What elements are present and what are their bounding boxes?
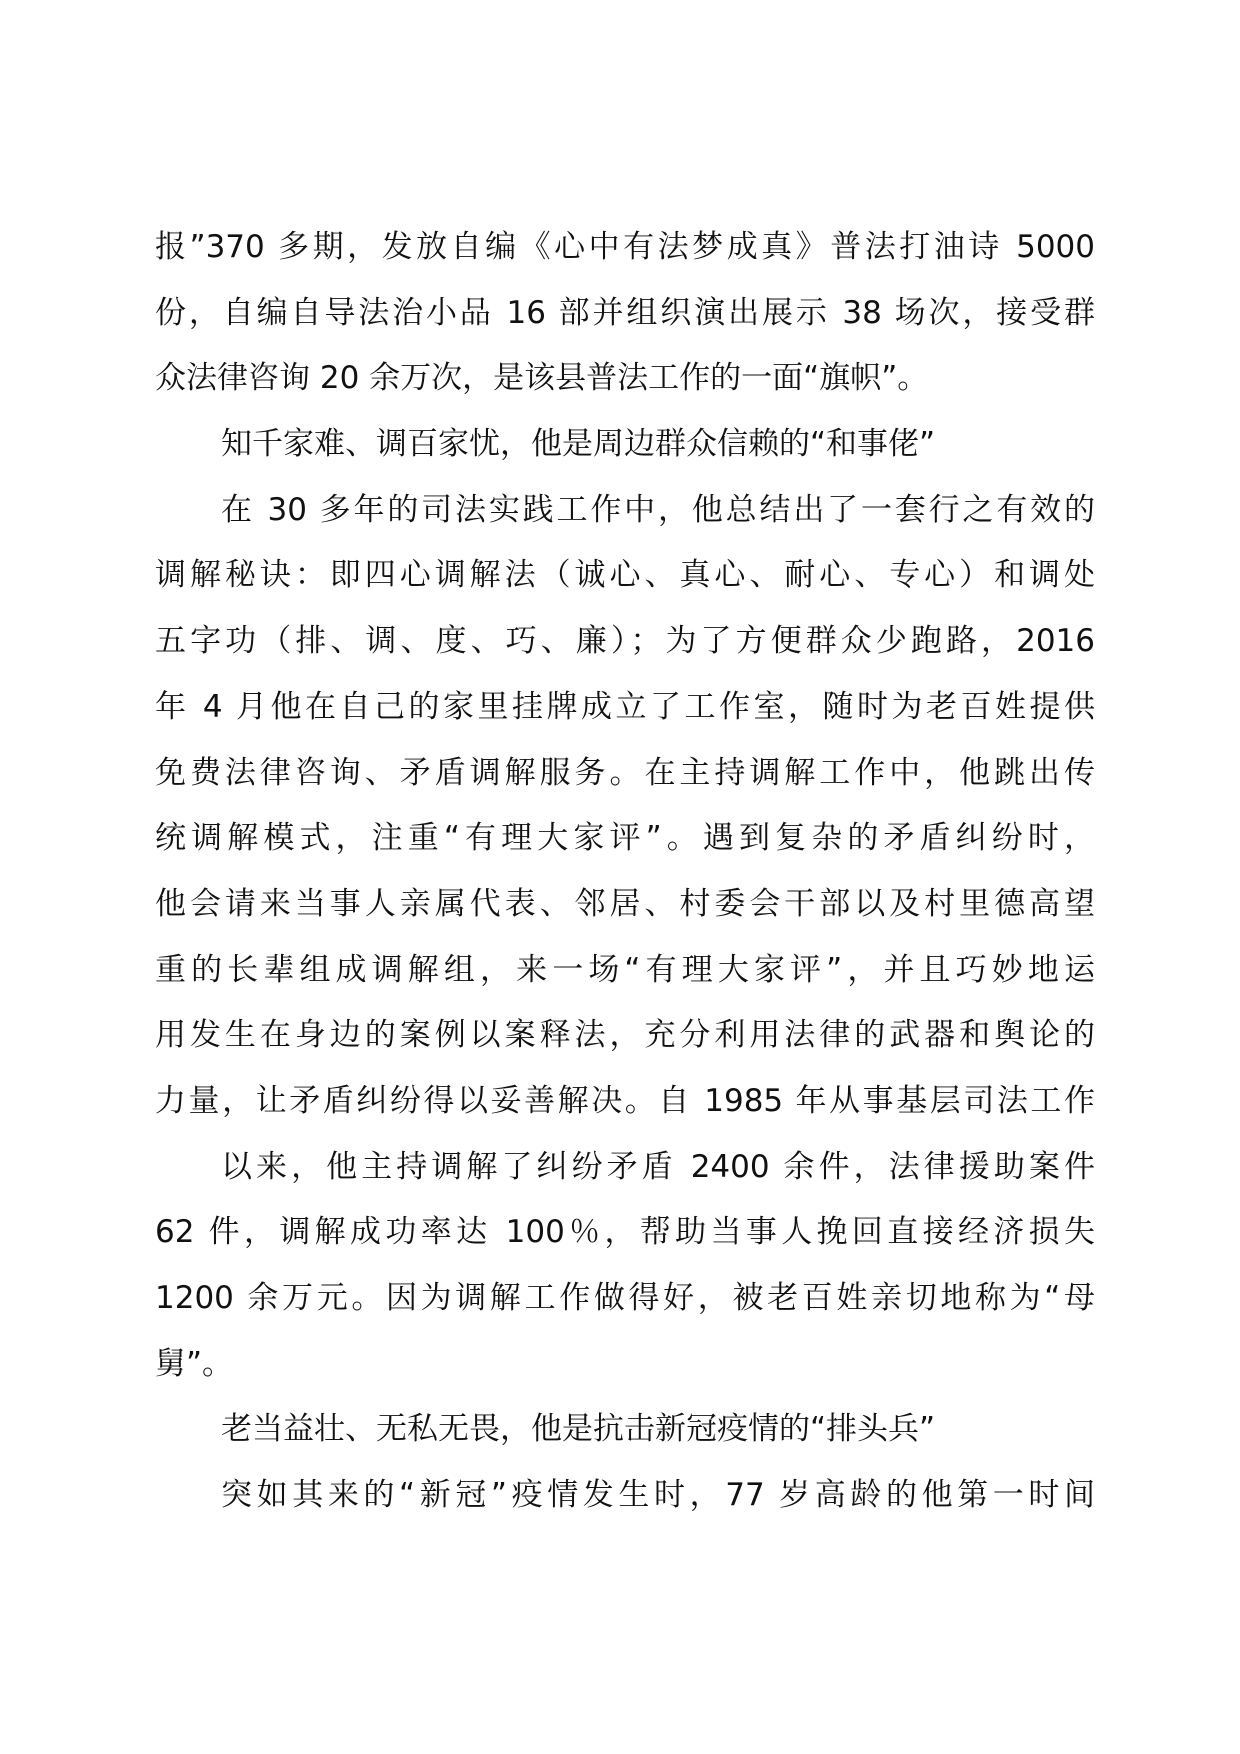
text-line: 在 30 多年的司法实践工作中，他总结出了一套行之有效的 (221, 491, 1095, 528)
text-line: 份，自编自导法治小品 16 部并组织演出展示 38 场次，接受群 (155, 294, 1095, 331)
text-line: 力量，让矛盾纠纷得以妥善解决。自 1985 年从事基层司法工作 (155, 1082, 1095, 1119)
text-line: 报”370 多期，发放自编《心中有法梦成真》普法打油诗 5000 (155, 229, 1095, 265)
text-line: 年 4 月他在自己的家里挂牌成立了工作室，随时为老百姓提供 (155, 688, 1095, 725)
text-line: 众法律咨询 20 余万次，是该县普法工作的一面“旗帜”。 (155, 360, 929, 397)
text-line: 1200 余万元。因为调解工作做得好，被老百姓亲切地称为“母 (155, 1280, 1095, 1316)
text-line: 免费法律咨询、矛盾调解服务。在主持调解工作中，他跳出传 (155, 754, 1095, 791)
text-line: 突如其来的“新冠”疫情发生时，77 岁高龄的他第一时间 (221, 1477, 1095, 1514)
text-line: 五字功（排、调、度、巧、廉）；为了方便群众少跑路，2016 (155, 623, 1095, 660)
text-line: 用发生在身边的案例以案释法，充分利用法律的武器和舆论的 (155, 1017, 1095, 1054)
section-heading: 老当益壮、无私无畏，他是抗击新冠疫情的“排头兵” (221, 1411, 936, 1448)
text-line: 62 件，调解成功率达 100％，帮助当事人挽回直接经济损失 (155, 1214, 1095, 1251)
body-text (155, 215, 1095, 1529)
text-line: 以来，他主持调解了纠纷矛盾 2400 余件，法律援助案件 (221, 1148, 1095, 1185)
text-line: 统调解模式，注重“有理大家评”。遇到复杂的矛盾纠纷时， (155, 820, 1095, 857)
text-line: 调解秘诀：即四心调解法（诚心、真心、耐心、专心）和调处 (155, 557, 1095, 594)
section-heading: 知千家难、调百家忧，他是周边群众信赖的“和事佬” (221, 426, 936, 463)
text-line: 舅”。 (155, 1345, 234, 1382)
text-line: 重的长辈组成调解组，来一场“有理大家评”，并且巧妙地运 (155, 951, 1095, 988)
text-line: 他会请来当事人亲属代表、邻居、村委会干部以及村里德高望 (155, 885, 1095, 922)
